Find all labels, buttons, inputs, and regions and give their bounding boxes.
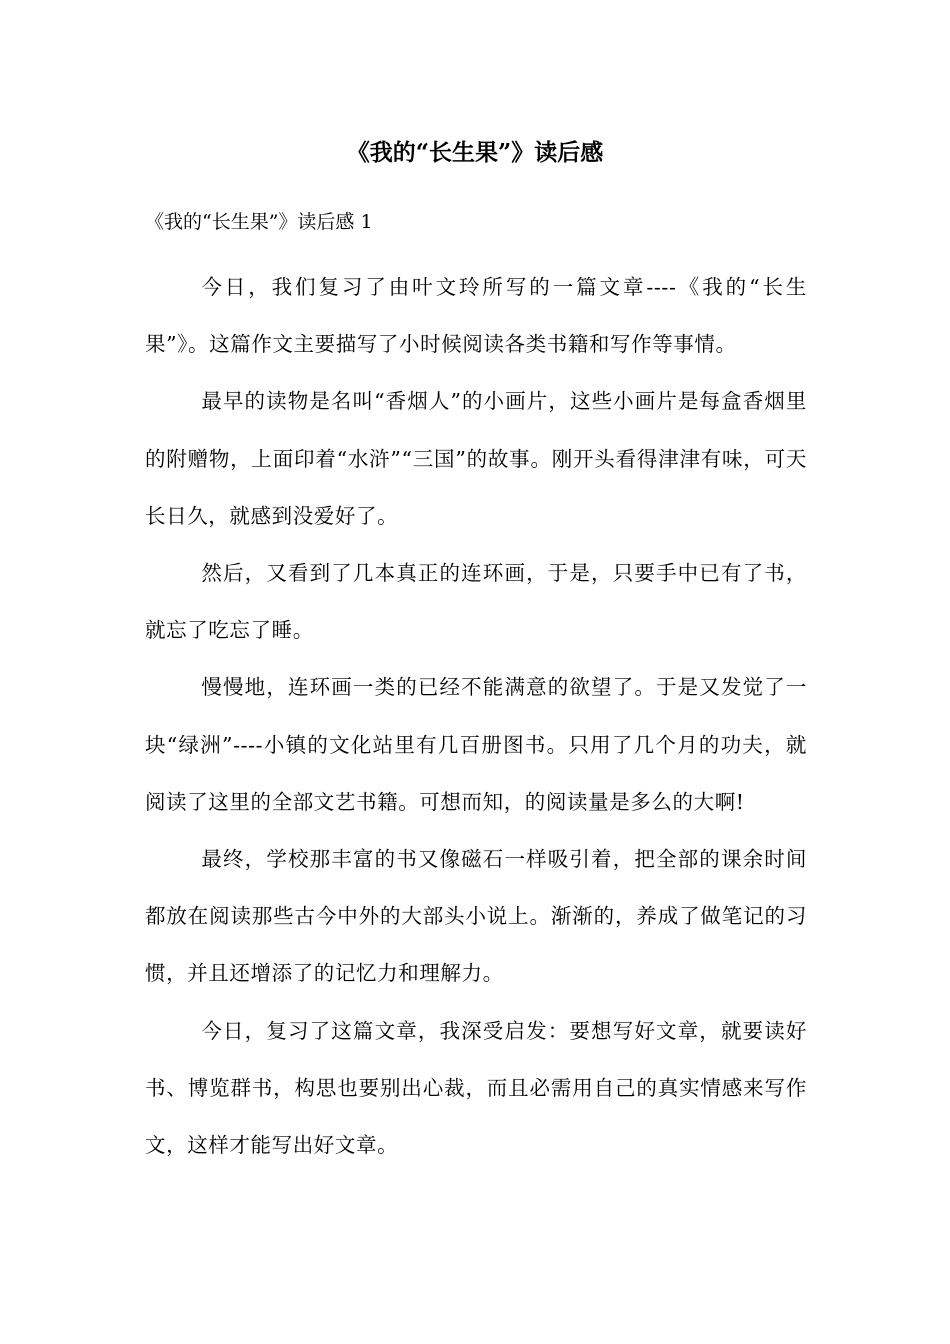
paragraph-4: 慢慢地，连环画一类的已经不能满意的欲望了。于是又发觉了一块“绿洲”----小镇的文化站里有几百册图书。只用了几个月的功夫，就阅读了这里的全部文艺书籍。可想而知，的阅读量是多么的大啊! <box>145 675 807 814</box>
section-heading: 《我的“长生果”》读后感 1 <box>145 211 373 233</box>
paragraph-2: 最早的读物是名叫“香烟人”的小画片，这些小画片是每盒香烟里的附赠物，上面印着“水浒”“三国”的故事。刚开头看得津津有味，可天长日久，就感到没爱好了。 <box>145 389 807 528</box>
paragraph-5: 最终，学校那丰富的书又像磁石一样吸引着，把全部的课余时间都放在阅读那些古今中外的大部头小说上。渐渐的，养成了做笔记的习惯，并且还增添了的记忆力和理解力。 <box>145 847 807 986</box>
paragraph-1: 今日，我们复习了由叶文玲所写的一篇文章----《我的“长生果”》。这篇作文主要描写了小时候阅读各类书籍和写作等事情。 <box>145 275 807 357</box>
paragraph-3: 然后，又看到了几本真正的连环画，于是，只要手中已有了书，就忘了吃忘了睡。 <box>145 561 807 643</box>
document-title: 《我的“长生果”》读后感 <box>346 139 604 166</box>
document-body <box>145 259 807 1174</box>
paragraph-6: 今日，复习了这篇文章，我深受启发：要想写好文章，就要读好书、博览群书，构思也要别出心裁，而且必需用自己的真实情感来写作文，这样才能写出好文章。 <box>145 1018 807 1158</box>
